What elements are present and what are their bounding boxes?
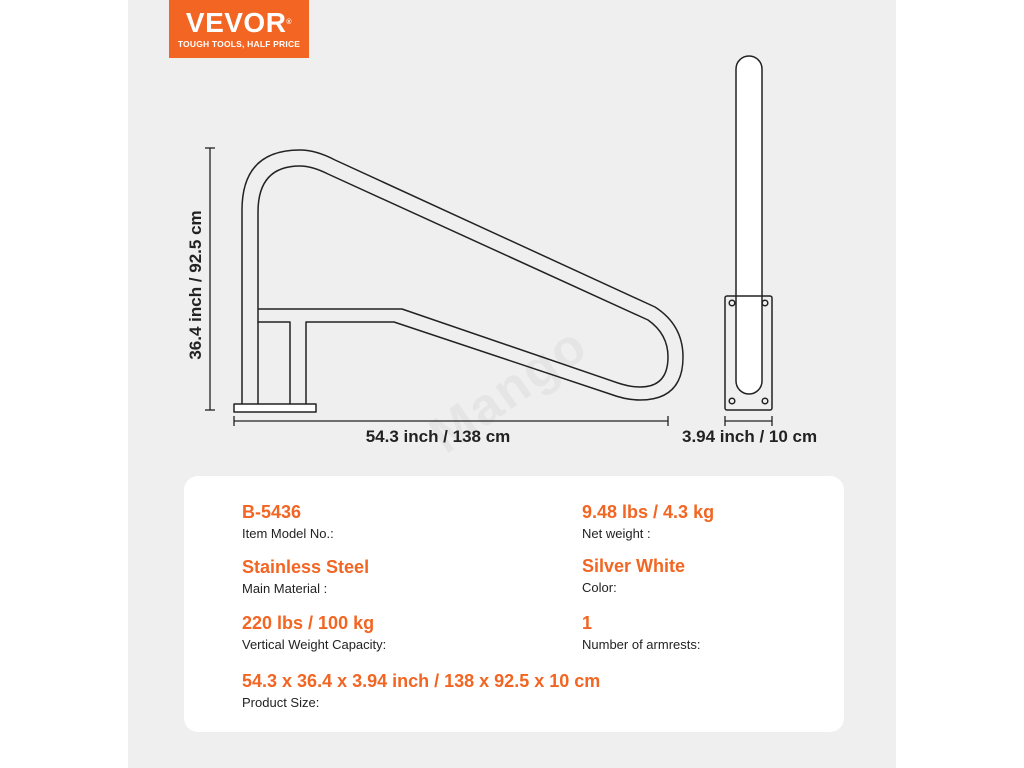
spec-size-label: Product Size:: [242, 695, 320, 710]
spec-model: [242, 502, 334, 541]
spec-material-label: Main Material :: [242, 581, 328, 596]
screw-hole: [762, 300, 768, 306]
spec-model-value: B-5436: [242, 502, 302, 522]
spec-material: [242, 557, 369, 596]
handrail-leg-outline: [258, 322, 290, 405]
spec-capacity: [242, 613, 386, 652]
spec-capacity-value: 220 lbs / 100 kg: [242, 613, 375, 633]
spec-armrests-value: 1: [582, 613, 593, 633]
spec-material-value: Stainless Steel: [242, 557, 370, 577]
front-view-rail: [736, 56, 762, 394]
spec-model-label: Item Model No.:: [242, 526, 334, 541]
screw-hole: [729, 300, 735, 306]
spec-color: [582, 556, 685, 595]
brand-tagline: TOUGH TOOLS, HALF PRICE: [177, 39, 301, 49]
spec-armrests-label: Number of armrests:: [582, 637, 701, 652]
base-plate: [234, 404, 316, 412]
spec-card: [184, 476, 844, 732]
screw-hole: [729, 398, 735, 404]
brand-name: VEVOR: [185, 7, 287, 38]
spec-armrests: [582, 613, 700, 652]
spec-weight: [582, 502, 714, 541]
spec-capacity-label: Vertical Weight Capacity:: [242, 637, 387, 652]
screw-hole: [762, 398, 768, 404]
spec-color-value: Silver White: [582, 556, 686, 576]
spec-color-label: Color:: [582, 580, 617, 595]
registered-mark: ®: [286, 19, 293, 26]
spec-size: [242, 671, 600, 710]
height-dimension-label: 36.4 inch / 92.5 cm: [186, 210, 205, 360]
depth-dimension-label: 3.94 inch / 10 cm: [682, 427, 818, 446]
spec-weight-value: 9.48 lbs / 4.3 kg: [582, 502, 715, 522]
spec-size-value: 54.3 x 36.4 x 3.94 inch / 138 x 92.5 x 10 cm: [242, 671, 601, 691]
width-dimension-label: 54.3 inch / 138 cm: [365, 427, 511, 446]
handrail-outline-outer: [242, 150, 683, 405]
spec-weight-label: Net weight :: [582, 526, 651, 541]
